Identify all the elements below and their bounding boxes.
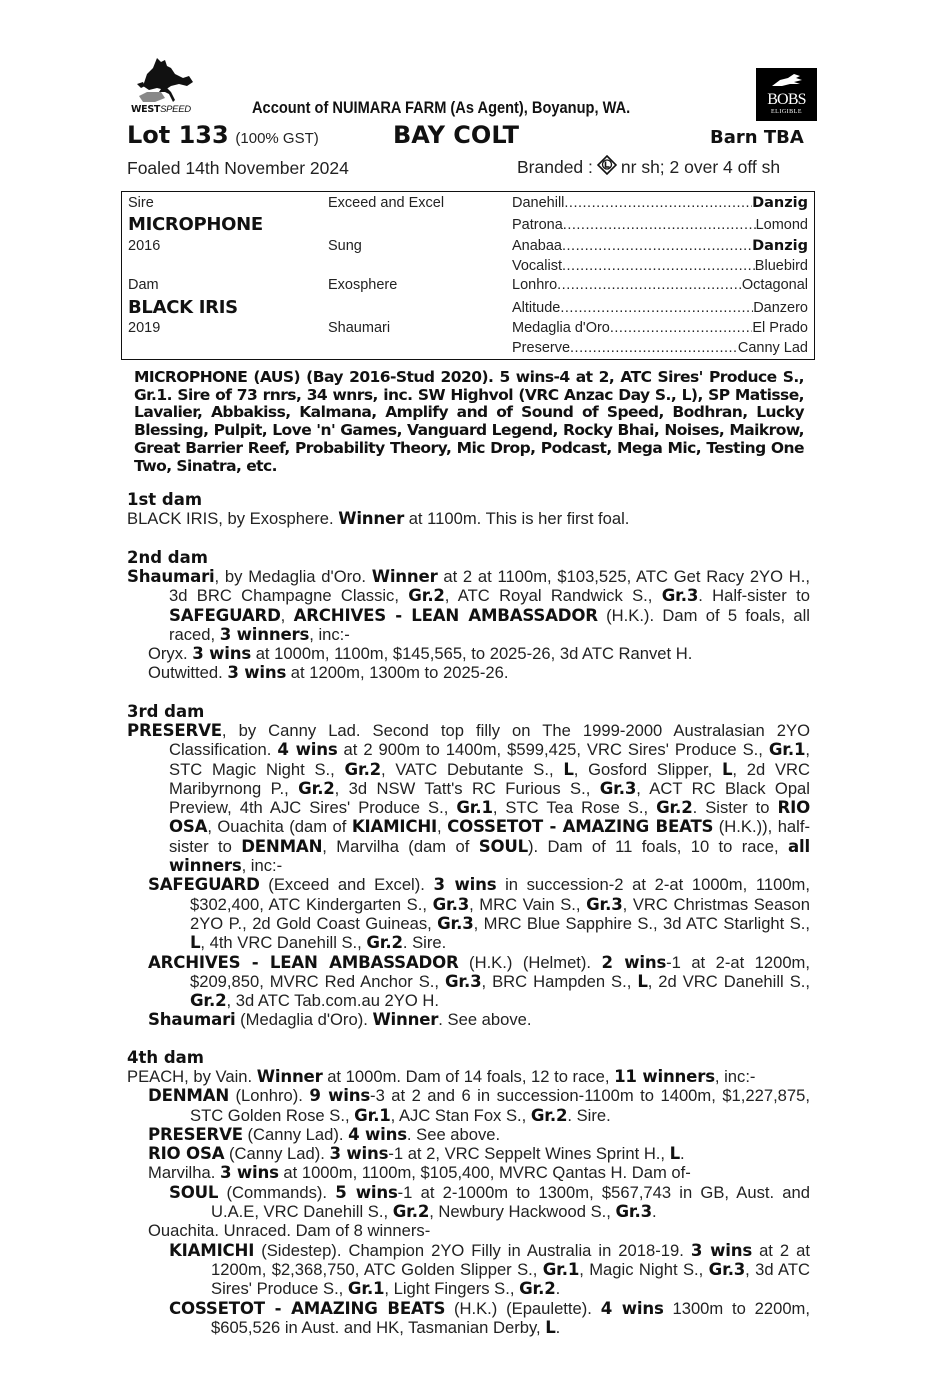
bold-text: L <box>190 933 201 953</box>
bold-text: PRESERVE <box>148 1124 243 1144</box>
bold-text: L <box>545 1317 556 1337</box>
text: (Canny Lad). <box>242 1124 349 1144</box>
bold-text: Gr.3 <box>661 586 699 606</box>
text: , 4th VRC Danehill S., <box>200 933 367 953</box>
bold-text: Gr.2 <box>408 586 445 606</box>
bold-text: COSSETOT - AMAZING BEATS <box>447 817 714 837</box>
text: -1 at 2, VRC Seppelt Wines Sprint H., <box>388 1144 670 1164</box>
bold-text: L <box>637 971 648 991</box>
bold-text: Gr.2 <box>392 1202 430 1222</box>
text: , BRC Hampden S., <box>481 971 638 991</box>
bold-text: SAFEGUARD <box>169 605 281 625</box>
section-heading: 1st dam <box>127 490 203 509</box>
bold-text: DENMAN <box>148 1086 230 1106</box>
text: , 3d NSW Tatt's RC Furious S., <box>334 778 600 798</box>
text: , inc:- <box>241 856 283 876</box>
text: , inc:- <box>309 624 350 644</box>
grandparent-row: Lonhro ..... Octagonal <box>512 277 808 293</box>
text: , Magic Night S., <box>579 1259 709 1279</box>
text: at 1100m. This is her first foal. <box>404 509 630 528</box>
produce-entry <box>127 1163 810 1182</box>
bold-text: L <box>669 1144 681 1164</box>
text: 1300m to 2200m, $605,526 in Aust. and HK, Tasmanian Derby, <box>211 1298 810 1337</box>
bold-text: Shaumari <box>148 1010 236 1030</box>
bold-text: Gr.1 <box>542 1259 580 1279</box>
dam-year: 2019 <box>128 320 161 336</box>
bold-text: Gr.3 <box>599 778 637 798</box>
second-dam-section <box>127 548 810 683</box>
text: , Gosford Slipper, <box>573 759 722 779</box>
text: . See above. <box>438 1010 532 1030</box>
text: (Medaglia d'Oro). <box>235 1010 373 1030</box>
bold-text: 3 wins <box>192 644 252 664</box>
foaling-date: Foaled 14th November 2024 <box>127 158 349 178</box>
bold-text: ARCHIVES - LEAN AMBASSADOR <box>148 952 459 972</box>
text: . Sire. <box>402 933 447 953</box>
produce-entry <box>127 1010 810 1029</box>
text: , 3d ATC Tab.com.au 2YO H. <box>226 991 439 1011</box>
sire-dam: Sung <box>328 238 362 254</box>
text: , ATC Royal Randwick S., <box>444 586 662 606</box>
bold-text: Winner <box>372 1010 439 1030</box>
grandparent-row: Altitude ..... Danzero <box>512 300 808 316</box>
text: (Sidestep). Champion 2YO Filly in Australia in 2018-19. <box>254 1240 691 1260</box>
dam-paragraph <box>127 721 810 875</box>
bold-text: Gr.2 <box>298 778 335 798</box>
bold-text: ARCHIVES - LEAN AMBASSADOR <box>293 605 598 625</box>
produce-entry <box>127 644 810 663</box>
text: . <box>555 1279 561 1299</box>
fourth-dam-section <box>127 1048 810 1337</box>
text: (H.K.) (Epaulette). <box>445 1298 601 1318</box>
text: (Lonhro). <box>229 1086 310 1106</box>
text: , 2d VRC Maribyrnong P., <box>169 759 810 798</box>
bold-text: Winner <box>338 509 405 528</box>
westspeed-logo <box>131 56 197 118</box>
text: ). Dam of 11 foals, 10 to race, <box>528 836 789 856</box>
text: Outwitted. <box>148 663 228 683</box>
bold-text: SAFEGUARD <box>148 875 260 895</box>
dam-paragraph <box>127 509 810 528</box>
barn-location: Barn TBA <box>710 127 804 148</box>
bobs-horse-icon <box>770 72 804 90</box>
sire-summary: MICROPHONE (AUS) (Bay 2016-Stud 2020). 5 wins-4 at 2, ATC Sires' Produce S., Gr.1. Sire of 73 rnrs, 34 wnrs, inc. SW Highvol (VRC Anzac Day S., L), SP Matisse, Lavalier, Abbakiss, Kalmana, Amplify and of Sound of Speed, Bodhran, Lucky Blessing, Pulpit, Love 'n' Games, Vanguard Legend, Rocky Bhai, Noises, Maikrow, Great Barrier Reef, Probability Theory, Mic Drop, Podcast, Mega Mic, Testing One Two, Sinatra, etc. <box>134 368 804 475</box>
produce-entry <box>127 1086 810 1125</box>
text: (H.K.)), half-sister to <box>169 817 810 856</box>
section-heading: 4th dam <box>127 1048 204 1067</box>
text: , <box>437 817 448 837</box>
bold-text: all winners <box>169 836 810 876</box>
sire-label: Sire <box>128 195 154 211</box>
text: (H.K.). Dam of 5 foals, all raced, <box>169 605 810 644</box>
text: . Sire. <box>567 1105 611 1125</box>
bobs-subtext: ELIGIBLE <box>771 109 802 115</box>
text: , ACT RC Black Opal Preview, 4th AJC Sires' Produce S., <box>169 778 810 818</box>
grandparent-row: Patrona ..... Lomond <box>512 217 808 233</box>
text: at 2 at 1100m, $103,525, ATC Get Racy 2YO H., 3d BRC Champagne Classic, <box>169 567 810 606</box>
dam-label: Dam <box>128 277 159 293</box>
text: (Exceed and Excel). <box>259 875 434 895</box>
diamond-L-brand-icon <box>597 155 617 175</box>
sire-sire: Exceed and Excel <box>328 195 445 211</box>
bold-text: SOUL <box>478 836 528 856</box>
gst-note: (100% GST) <box>235 130 319 147</box>
text: , VRC Christmas Season 2YO P., 2d Gold Coast Guineas, <box>190 894 811 933</box>
text: at 1000m, 1100m, $145,565, to 2025-26, 3d ATC Ranvet H. <box>251 644 693 664</box>
text: , MRC Blue Sapphire S., 3d ATC Starlight S., <box>473 913 810 933</box>
text: (H.K.) (Helmet). <box>458 952 602 972</box>
dam-paragraph <box>127 567 810 644</box>
text: , 3d ATC Sires' Produce S., <box>211 1259 811 1299</box>
section-heading: 3rd dam <box>127 702 205 721</box>
dam-dam: Shaumari <box>328 320 391 336</box>
lot-number <box>127 121 319 150</box>
bold-text: Gr.3 <box>437 913 474 933</box>
bold-text: Winner <box>371 567 438 586</box>
first-dam-section <box>127 490 810 528</box>
sire-name: MICROPHONE <box>128 214 263 235</box>
bold-text: Gr.2 <box>344 759 382 779</box>
branded-label: Branded : <box>517 156 593 177</box>
text: (Commands). <box>218 1182 336 1202</box>
text: -1 at 2-1000m to 1300m, $567,743 in GB, Aust. and U.A.E, VRC Danehill S., <box>211 1182 810 1222</box>
text: at 1000m, 1100m, $105,400, MVRC Qantas H. Dam of- <box>278 1163 691 1183</box>
bold-text: RIO OSA <box>169 798 810 837</box>
bold-text: 4 wins <box>600 1298 664 1318</box>
text: Marvilha. <box>148 1163 220 1183</box>
bold-text: 5 wins <box>335 1182 398 1202</box>
produce-entry <box>127 1144 810 1163</box>
text: (Canny Lad). <box>224 1144 330 1164</box>
produce-entry <box>127 1241 810 1299</box>
bold-text: Gr.2 <box>530 1105 568 1125</box>
produce-entry <box>127 1125 810 1144</box>
bold-text: Gr.3 <box>708 1259 746 1279</box>
bold-text: Gr.3 <box>432 894 470 914</box>
bold-text: 2 wins <box>601 952 667 972</box>
text: -3 at 2 and 6 in succession-1100m to 1400m, $1,227,875, STC Golden Rose S., <box>190 1086 810 1125</box>
bold-text: RIO OSA <box>148 1144 225 1164</box>
grandparent-row: Danehill ..... Danzig <box>512 195 808 211</box>
vendor-account: Account of NUIMARA FARM (As Agent), Boyanup, WA. <box>252 98 631 117</box>
text: Ouachita. Unraced. Dam of 8 winners- <box>148 1221 431 1241</box>
colour-sex: BAY COLT <box>393 121 520 149</box>
bold-text: 3 wins <box>219 1163 279 1183</box>
text: , inc:- <box>714 1067 756 1086</box>
text: at 2 at 1200m, $2,368,750, ATC Golden Slipper S., <box>211 1240 810 1279</box>
bold-text: PRESERVE <box>127 721 222 740</box>
grandparent-row: Vocalist ..... Bluebird <box>512 258 808 274</box>
dam-name: BLACK IRIS <box>128 297 238 318</box>
lot-label: Lot 133 <box>127 121 229 149</box>
text: Oryx. <box>148 644 193 664</box>
bold-text: KIAMICHI <box>351 817 438 837</box>
text: , <box>280 605 294 625</box>
bold-text: Gr.2 <box>656 798 693 818</box>
grandparent-row: Anabaa ..... Danzig <box>512 238 808 254</box>
bobs-eligible-badge <box>756 68 817 121</box>
grandparent-row: Preserve ..... Canny Lad <box>512 340 808 356</box>
bobs-text: BOBS <box>767 91 806 108</box>
bold-text: COSSETOT - AMAZING BEATS <box>169 1298 446 1318</box>
bold-text: Gr.1 <box>347 1279 385 1299</box>
produce-entry <box>127 663 810 682</box>
text: , AJC Stan Fox S., <box>390 1105 531 1125</box>
text: . Sister to <box>692 798 778 818</box>
text: , Newbury Hackwood S., <box>429 1202 616 1222</box>
text: . <box>555 1317 561 1337</box>
section-heading: 2nd dam <box>127 548 208 567</box>
bold-text: L <box>563 759 574 779</box>
text: , STC Magic Night S., <box>169 740 810 779</box>
horse-silhouette-icon <box>131 56 197 104</box>
bold-text: Gr.3 <box>615 1202 652 1222</box>
bold-text: Gr.2 <box>519 1279 556 1299</box>
dam-sire: Exosphere <box>328 277 398 293</box>
bold-text: Gr.3 <box>586 894 623 914</box>
bold-text: L <box>721 759 733 779</box>
produce-entry <box>127 1221 810 1240</box>
text: PEACH, by Vain. <box>127 1067 257 1086</box>
text: at 1200m, 1300m to 2025-26. <box>286 663 509 683</box>
text: , MRC Vain S., <box>469 894 587 914</box>
produce-entry <box>127 875 810 952</box>
bold-text: 9 wins <box>309 1086 371 1106</box>
branded-detail: nr sh; 2 over 4 off sh <box>620 156 781 177</box>
bold-text: Gr.1 <box>456 798 493 818</box>
sire-year: 2016 <box>128 238 161 254</box>
text: . See above. <box>406 1124 501 1144</box>
bold-text: SOUL <box>169 1182 219 1202</box>
text: . <box>651 1202 657 1222</box>
text: . Half-sister to <box>698 586 810 606</box>
bold-text: 4 wins <box>277 740 338 760</box>
bold-text: Shaumari <box>127 567 215 586</box>
bold-text: Gr.1 <box>354 1105 391 1125</box>
text: at 1000m. Dam of 14 foals, 12 to race, <box>322 1067 615 1086</box>
text: , Light Fingers S., <box>384 1279 520 1299</box>
bold-text: 3 wins <box>690 1240 753 1260</box>
text: , 2d VRC Danehill S., <box>647 971 810 991</box>
bold-text: 11 winners <box>614 1067 715 1086</box>
grandparent-row: Medaglia d'Oro ..... El Prado <box>512 320 808 336</box>
text: , Marvilha (dam of <box>322 836 479 856</box>
bold-text: Gr.2 <box>190 991 227 1011</box>
text: -1 at 2-at 1200m, $209,850, MVRC Red Anchor S., <box>190 952 810 991</box>
bold-text: KIAMICHI <box>169 1240 255 1260</box>
bold-text: 4 wins <box>348 1124 407 1144</box>
text: at 2 900m to 1400m, $599,425, VRC Sires' Produce S., <box>337 740 769 760</box>
text: BLACK IRIS, by Exosphere. <box>127 509 339 528</box>
westspeed-wordmark: WESTSPEED <box>131 104 191 115</box>
produce-entry <box>127 953 810 1011</box>
bold-text: Gr.3 <box>445 971 482 991</box>
produce-list <box>127 1086 810 1337</box>
bold-text: Winner <box>256 1067 323 1086</box>
bold-text: 3 winners <box>219 624 310 644</box>
text: , by Canny Lad. Second top filly on The 1999-2000 Australasian 2YO Classification. <box>169 721 810 760</box>
text: , Ouachita (dam of <box>207 817 352 837</box>
produce-entry <box>127 1299 810 1338</box>
bold-text: 3 wins <box>227 663 287 683</box>
branding-info <box>517 155 780 179</box>
bold-text: Gr.1 <box>768 740 806 760</box>
bold-text: DENMAN <box>241 836 323 856</box>
text: , STC Tea Rose S., <box>492 798 657 818</box>
text: . <box>680 1144 685 1164</box>
bold-text: 3 wins <box>433 875 497 895</box>
text: in succession-2 at 2-at 1000m, 1100m, $302,400, ATC Kindergarten S., <box>190 875 810 914</box>
text: , VATC Debutante S., <box>381 759 564 779</box>
dam-paragraph <box>127 1067 810 1086</box>
produce-entry <box>127 1183 810 1222</box>
bold-text: Gr.2 <box>366 933 403 953</box>
bold-text: 3 wins <box>329 1144 389 1164</box>
pedigree-table <box>121 191 815 360</box>
third-dam-section <box>127 702 810 1030</box>
text: , by Medaglia d'Oro. <box>214 567 372 586</box>
